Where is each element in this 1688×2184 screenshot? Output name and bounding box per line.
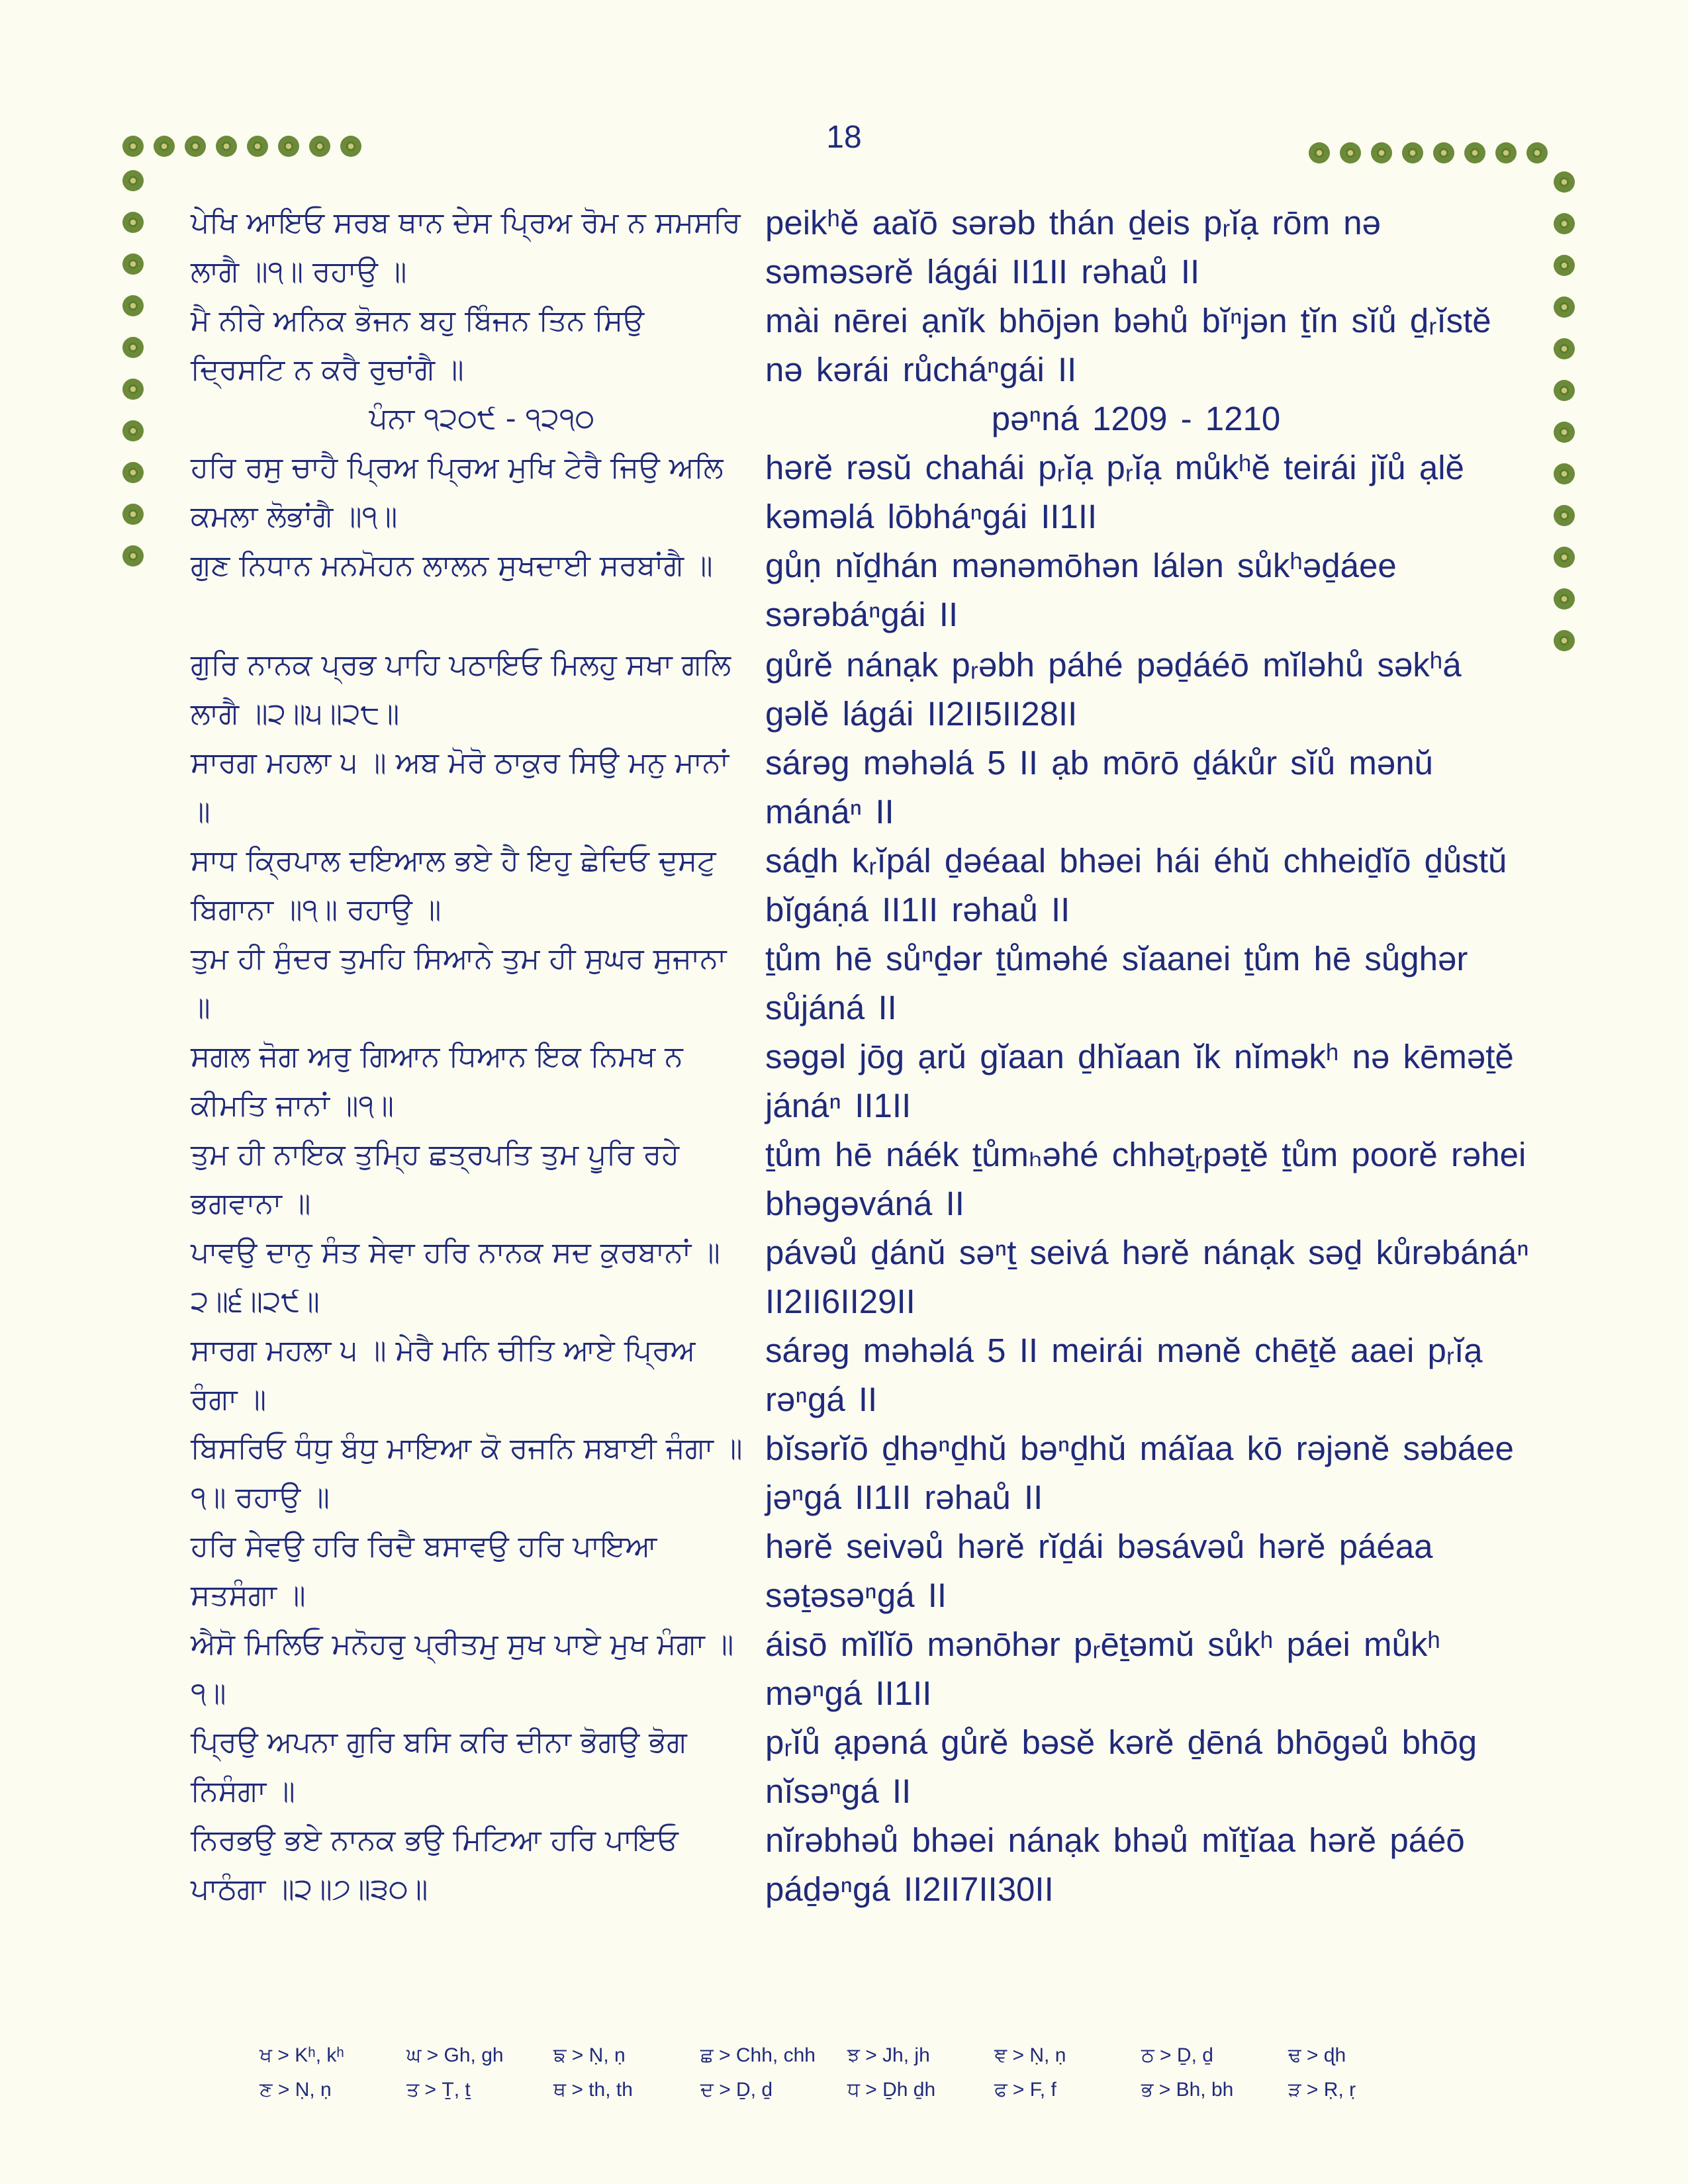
gurmukhi-text: ਮੈ ਨੀਰੇ ਅਨਿਕ ਭੋਜਨ ਬਹੁ ਬਿੰਜਨ ਤਿਨ ਸਿਉ ਦ੍ਰਿਸਟਿ ਨ ਕਰੈ ਰੁਚਾਂਗੈ ॥ bbox=[191, 304, 645, 387]
legend-row bbox=[259, 2073, 1451, 2107]
verse-row bbox=[191, 1130, 1526, 1228]
flower-ornament-icon bbox=[1556, 507, 1573, 524]
verse-row bbox=[191, 296, 1521, 394]
transliteration-text: sárəg məhəlá 5 II meirái mənĕ chēṯĕ aaei pᵣĭạ rəⁿgá II bbox=[765, 1332, 1483, 1418]
flower-ornament-icon bbox=[124, 297, 142, 314]
gurmukhi-text: ਪੇਖਿ ਆਇਓ ਸਰਬ ਥਾਨ ਦੇਸ ਪ੍ਰਿਅ ਰੋਮ ਨ ਸਮਸਰਿ ਲਾਗੈ ॥੧॥ ਰਹਾਉ ॥ bbox=[191, 206, 741, 289]
verse-row bbox=[191, 541, 1521, 639]
legend-item: ਭ > Bh, bh bbox=[1141, 2079, 1234, 2101]
gurmukhi-text: ਪਾਵਉ ਦਾਨੁ ਸੰਤ ਸੇਵਾ ਹਰਿ ਨਾਨਕ ਸਦ ਕੁਰਬਾਨਾਂ ॥੨॥੬॥੨੯॥ bbox=[191, 1236, 720, 1318]
legend-item: ਖ > Kʰ, kʰ bbox=[259, 2044, 344, 2066]
flower-ornament-icon bbox=[1556, 173, 1573, 191]
flower-ornament-icon bbox=[1556, 465, 1573, 482]
gurmukhi-text: ਤੁਮ ਹੀ ਨਾਇਕ ਤੁਮ੍ਹਿ ਛਤ੍ਰਪਤਿ ਤੁਮ ਪੂਰਿ ਰਹੇ ਭਗਵਾਨਾ ॥ bbox=[191, 1138, 680, 1220]
transliteration-text: gůrĕ nánạk pᵣəbh páhé pəḏáéō mĭləhů səkʰá gəlĕ lágái II2II5II28II bbox=[765, 646, 1462, 733]
transliteration-text: peikʰĕ aaĭō sərəb thán ḏeis pᵣĭạ rōm nə səməsərĕ lágái II1II rəhaů II bbox=[765, 204, 1381, 291]
flower-ornament-icon bbox=[124, 138, 142, 155]
transliteration-text: mài nērei ạnĭk bhōjən bəhů bĭⁿjən ṯĭn sĭů ḏᵣĭstĕ nə kərái růcháⁿgái II bbox=[765, 302, 1491, 388]
gurmukhi-text: ਸਗਲ ਜੋਗ ਅਰੁ ਗਿਆਨ ਧਿਆਨ ਇਕ ਨਿਮਖ ਨ ਕੀਮਤਿ ਜਾਨਾਂ ॥੧॥ bbox=[191, 1040, 683, 1122]
flower-ornament-icon bbox=[124, 214, 142, 231]
verse-row bbox=[191, 1032, 1521, 1130]
gurmukhi-text: ਹਰਿ ਰਸੁ ਚਾਹੈ ਪ੍ਰਿਅ ਪ੍ਰਿਅ ਮੁਖਿ ਟੇਰੈ ਜਿਉ ਅਲਿ ਕਮਲਾ ਲੋਭਾਂਗੈ ॥੧॥ bbox=[191, 451, 724, 533]
flower-ornament-icon bbox=[1497, 144, 1515, 161]
flower-ornament-icon bbox=[124, 339, 142, 356]
gurmukhi-text: ਐਸੋ ਮਿਲਿਓ ਮਨੋਹਰੁ ਪ੍ਰੀਤਮੁ ਸੁਖ ਪਾਏ ਮੁਖ ਮੰਗਾ ॥੧॥ bbox=[191, 1627, 734, 1710]
flower-ornament-icon bbox=[1466, 144, 1483, 161]
legend-item: ਠ > Ḏ, ḏ bbox=[1141, 2044, 1213, 2066]
flower-ornament-icon bbox=[1556, 298, 1573, 316]
gurmukhi-text: ਨਿਰਭਉ ਭਏ ਨਾਨਕ ਭਉ ਮਿਟਿਆ ਹਰਿ ਪਾਇਓ ਪਾਠੰਗਾ ॥੨॥੭॥੩੦॥ bbox=[191, 1823, 679, 1906]
gurmukhi-text: ਸਾਰਗ ਮਹਲਾ ੫ ॥ ਮੇਰੈ ਮਨਿ ਚੀਤਿ ਆਏ ਪ੍ਰਿਅ ਰੰਗਾ ॥ bbox=[191, 1334, 696, 1416]
flower-ornament-icon bbox=[124, 381, 142, 398]
legend-item: ਙ > Ṇ, ṇ bbox=[553, 2044, 626, 2066]
legend-item: ਫ > F, f bbox=[994, 2079, 1056, 2101]
verse-row bbox=[191, 837, 1521, 934]
transliteration-legend bbox=[259, 2038, 1451, 2107]
flower-ornament-icon bbox=[187, 138, 204, 155]
legend-item: ਧ > Ḏh ḏh bbox=[847, 2079, 936, 2101]
legend-item: ਦ > Ḏ, ḏ bbox=[700, 2079, 773, 2101]
gurmukhi-text: ਹਰਿ ਸੇਵਉ ਹਰਿ ਰਿਦੈ ਬਸਾਵਉ ਹਰਿ ਪਾਇਆ ਸਤਸੰਗਾ ॥ bbox=[191, 1529, 657, 1612]
transliteration-text: bĭsərĭō ḏhəⁿḏhŭ bəⁿḏhŭ máĭaa kō rəjənĕ səbáee jəⁿgá II1II rəhaů II bbox=[765, 1430, 1514, 1516]
verse-table bbox=[191, 199, 1529, 1914]
flower-ornament-icon bbox=[311, 138, 328, 155]
transliteration-text: gůṇ nĭḏhán mənəmōhən lálən sůkʰəḏáee sərəbáⁿgái II bbox=[765, 547, 1397, 633]
transliteration-text: ṯům hē náék ṯůmₕəhé chhəṯᵣpəṯĕ ṯům poorĕ rəhei bhəgəváná II bbox=[765, 1136, 1526, 1222]
legend-item: ਞ > Ṇ, ṇ bbox=[994, 2044, 1066, 2066]
transliteration-text: áisō mĭlĭō mənōhər pᵣēṯəmŭ sůkʰ páei můkʰ məⁿgá II1II bbox=[765, 1625, 1440, 1712]
flower-ornament-icon bbox=[1528, 144, 1546, 161]
verse-row bbox=[191, 1326, 1521, 1424]
verse-row bbox=[191, 739, 1521, 837]
flower-ornament-icon bbox=[1404, 144, 1421, 161]
gurmukhi-text: ਸਾਰਗ ਮਹਲਾ ੫ ॥ ਅਬ ਮੋਰੋ ਠਾਕੁਰ ਸਿਉ ਮਨੁ ਮਾਨਾਂ ॥ bbox=[191, 746, 729, 829]
flower-ornament-icon bbox=[1556, 549, 1573, 566]
transliteration-text: sárəg məhəlá 5 II ạb mōrō ḏákůr sĭů mənŭ mánáⁿ II bbox=[765, 744, 1434, 831]
gurmukhi-text: ਸਾਧ ਕ੍ਰਿਪਾਲ ਦਇਆਲ ਭਏ ਹੈ ਇਹੁ ਛੇਦਿਓ ਦੁਸਟੁ ਬਿਗਾਨਾ ॥੧॥ ਰਹਾਉ ॥ bbox=[191, 844, 716, 927]
legend-item: ਢ > ɖh bbox=[1288, 2044, 1346, 2066]
page-number: 18 bbox=[826, 120, 862, 155]
flower-ornament-icon bbox=[1556, 424, 1573, 441]
gurmukhi-text: ਤੁਮ ਹੀ ਸੁੰਦਰ ਤੁਮਹਿ ਸਿਆਨੇ ਤੁਮ ਹੀ ਸੁਘਰ ਸੁਜਾਨਾ ॥ bbox=[191, 942, 727, 1024]
flower-ornament-icon bbox=[1556, 340, 1573, 357]
flower-ornament-icon bbox=[124, 464, 142, 481]
transliteration-text: pᵣĭů ạpəná gůrĕ bəsĕ kərĕ ḏēná bhōgəů bhōg nĭsəⁿgá II bbox=[765, 1723, 1477, 1810]
legend-item: ਘ > Gh, gh bbox=[406, 2044, 504, 2066]
flower-ornament-icon bbox=[124, 255, 142, 273]
gurmukhi-text: ਬਿਸਰਿਓ ਧੰਧੁ ਬੰਧੁ ਮਾਇਆ ਕੋ ਰਜਨਿ ਸਬਾਈ ਜੰਗਾ ॥੧॥ ਰਹਾਉ ॥ bbox=[191, 1432, 743, 1514]
flower-ornament-icon bbox=[1311, 144, 1328, 161]
transliteration-text: səgəl jōg ạrŭ gĭaan ḏhĭaan ĭk nĭməkʰ nə kēməṯĕ jánáⁿ II1II bbox=[765, 1038, 1514, 1124]
legend-item: ਤ > Ṯ, ṯ bbox=[406, 2079, 471, 2101]
verse-row bbox=[191, 1620, 1521, 1718]
verse-row bbox=[191, 934, 1521, 1032]
verse-row bbox=[191, 1522, 1521, 1620]
flower-ornament-icon bbox=[1373, 144, 1390, 161]
legend-item: ਥ > th, th bbox=[553, 2079, 633, 2101]
verse-row bbox=[191, 443, 1521, 541]
flower-ornament-icon bbox=[1556, 632, 1573, 649]
gurmukhi-text: ਗੁਣ ਨਿਧਾਨ ਮਨਮੋਹਨ ਲਾਲਨ ਸੁਖਦਾਈ ਸਰਬਾਂਗੈ ॥ bbox=[191, 549, 713, 582]
gurmukhi-text: ਪੰਨਾ ੧੨੦੯ - ੧੨੧੦ bbox=[369, 402, 595, 435]
legend-item: ਝ > Jh, jh bbox=[847, 2044, 930, 2066]
transliteration-text: hərĕ seivəů hərĕ rĭḏái bəsávəů hərĕ páéaa səṯəsəⁿgá II bbox=[765, 1527, 1433, 1614]
verse-row bbox=[191, 1424, 1521, 1522]
transliteration-text: hərĕ rəsŭ chahái pᵣĭạ pᵣĭạ můkʰĕ teirái jĭů ạlĕ kəməlá lōbháⁿgái II1II bbox=[765, 449, 1464, 535]
verse-row bbox=[191, 1228, 1529, 1326]
transliteration-text: pəⁿná 1209 - 1210 bbox=[991, 400, 1281, 437]
flower-ornament-icon bbox=[1435, 144, 1452, 161]
flower-ornament-icon bbox=[124, 422, 142, 439]
legend-item: ੜ > Ṛ, ṛ bbox=[1288, 2079, 1356, 2101]
verse-row bbox=[191, 1816, 1521, 1914]
flower-ornament-icon bbox=[1556, 382, 1573, 399]
flower-ornament-icon bbox=[156, 138, 173, 155]
legend-item: ਛ > Chh, chh bbox=[700, 2044, 816, 2066]
flower-ornament-icon bbox=[124, 547, 142, 565]
gurmukhi-text: ਗੁਰਿ ਨਾਨਕ ਪ੍ਰਭ ਪਾਹਿ ਪਠਾਇਓ ਮਿਲਹੁ ਸਖਾ ਗਲਿ ਲਾਗੈ ॥੨॥੫॥੨੮॥ bbox=[191, 648, 731, 731]
flower-ornament-icon bbox=[1556, 215, 1573, 232]
flower-ornament-icon bbox=[124, 172, 142, 189]
legend-row bbox=[259, 2038, 1451, 2073]
flower-ornament-icon bbox=[124, 506, 142, 523]
transliteration-text: pávəů ḏánŭ səⁿṯ seivá hərĕ nánạk səḏ kůrəbánáⁿ II2II6II29II bbox=[765, 1234, 1529, 1320]
flower-ornament-icon bbox=[280, 138, 297, 155]
flower-ornament-icon bbox=[342, 138, 359, 155]
verse-row bbox=[191, 1718, 1521, 1816]
verse-row bbox=[191, 641, 1521, 739]
flower-ornament-icon bbox=[249, 138, 266, 155]
verse-row bbox=[191, 199, 1521, 296]
flower-ornament-icon bbox=[218, 138, 235, 155]
gurmukhi-text: ਪ੍ਰਿਉ ਅਪਨਾ ਗੁਰਿ ਬਸਿ ਕਰਿ ਦੀਨਾ ਭੋਗਉ ਭੋਗ ਨਿਸੰਗਾ ॥ bbox=[191, 1725, 687, 1808]
flower-ornament-icon bbox=[1556, 257, 1573, 274]
transliteration-text: ṯům hē sůⁿḏər ṯůməhé sĭaanei ṯům hē sůghər sůjáná II bbox=[765, 940, 1468, 1026]
legend-item: ਣ > Ṇ, ṇ bbox=[259, 2079, 332, 2101]
flower-ornament-icon bbox=[1342, 144, 1359, 161]
flower-ornament-icon bbox=[1556, 590, 1573, 608]
transliteration-text: sáḏh kᵣĭpál ḏəéaal bhəei hái éhŭ chheiḏĭō ḏůstŭ bĭgáṇá II1II rəhaů II bbox=[765, 842, 1507, 929]
page-reference-row bbox=[191, 394, 1521, 443]
transliteration-text: nĭrəbhəů bhəei nánạk bhəů mĭṯĭaa hərĕ páéō páḏəⁿgá II2II7II30II bbox=[765, 1821, 1465, 1908]
